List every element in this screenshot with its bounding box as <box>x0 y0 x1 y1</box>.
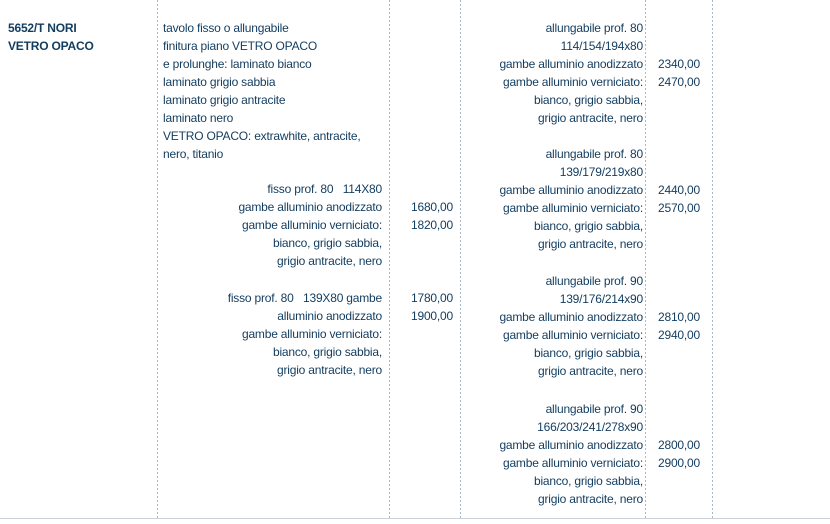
text-line: grigio antracite, nero <box>538 111 643 125</box>
variant-extendable-90-139-lines <box>463 272 643 380</box>
variant-extendable-80-139-prices <box>643 181 700 217</box>
text-line: gambe alluminio anodizzato <box>499 57 643 71</box>
text-line: 2470,00 <box>658 75 700 89</box>
text-line: 2340,00 <box>658 57 700 71</box>
text-line: gambe alluminio verniciato: <box>241 327 382 341</box>
column-divider-2 <box>389 0 390 518</box>
text-line: gambe alluminio anodizzato <box>499 438 643 452</box>
variant-fixed-114x80-lines <box>163 180 382 270</box>
text-line: 2440,00 <box>658 183 700 197</box>
text-line: 2800,00 <box>658 438 700 452</box>
text-line: grigio antracite, nero <box>538 492 643 506</box>
text-line: grigio antracite, nero <box>538 364 643 378</box>
column-divider-3 <box>460 0 461 518</box>
text-line: grigio antracite, nero <box>277 363 382 377</box>
text-line: grigio antracite, nero <box>538 237 643 251</box>
variant-fixed-114x80-prices <box>393 198 453 234</box>
text-line: e prolunghe: laminato bianco <box>163 57 312 71</box>
text-line: 114/154/194x80 <box>560 39 643 53</box>
text-line: gambe alluminio anodizzato <box>499 183 643 197</box>
text-line: 2900,00 <box>658 456 700 470</box>
variant-fixed-139x80-prices <box>393 289 453 325</box>
text-line: grigio antracite, nero <box>277 254 382 268</box>
text-line: gambe alluminio verniciato: <box>502 328 643 342</box>
variant-extendable-90-166-prices <box>643 436 700 472</box>
text-line: laminato nero <box>163 111 234 125</box>
text-line: fisso prof. 80 139X80 gambe <box>227 291 382 305</box>
text-line: 2940,00 <box>658 328 700 342</box>
text-line: gambe alluminio anodizzato <box>499 310 643 324</box>
text-line: allungabile prof. 80 <box>545 147 643 161</box>
text-line: gambe alluminio anodizzato <box>238 200 382 214</box>
text-line: VETRO OPACO: extrawhite, antracite, <box>163 129 361 143</box>
variant-extendable-90-139-prices <box>643 308 700 344</box>
text-line: allungabile prof. 90 <box>545 274 643 288</box>
text-line: tavolo fisso o allungabile <box>163 21 289 35</box>
text-line: 1780,00 <box>411 291 453 305</box>
text-line: gambe alluminio verniciato: <box>241 218 382 232</box>
text-line: bianco, grigio sabbia, <box>533 93 643 107</box>
text-line: bianco, grigio sabbia, <box>533 219 643 233</box>
text-line: VETRO OPACO <box>8 39 94 53</box>
text-line: nero, titanio <box>163 147 224 161</box>
text-line: laminato grigio antracite <box>163 93 286 107</box>
text-line: alluminio anodizzato <box>277 309 382 323</box>
text-line: 5652/T NORI <box>8 21 77 35</box>
text-line: 2570,00 <box>658 201 700 215</box>
product-description <box>163 19 383 163</box>
text-line: 1820,00 <box>411 218 453 232</box>
bottom-rule <box>0 518 830 519</box>
text-line: gambe alluminio verniciato: <box>502 201 643 215</box>
variant-extendable-80-139-lines <box>463 145 643 253</box>
text-line: bianco, grigio sabbia, <box>272 236 382 250</box>
column-divider-5 <box>712 0 713 518</box>
text-line: fisso prof. 80 114X80 <box>267 182 382 196</box>
text-line: gambe alluminio verniciato: <box>502 75 643 89</box>
product-code <box>8 19 153 55</box>
text-line: bianco, grigio sabbia, <box>533 474 643 488</box>
column-divider-1 <box>157 0 158 518</box>
text-line: allungabile prof. 80 <box>545 21 643 35</box>
text-line: finitura piano VETRO OPACO <box>163 39 317 53</box>
text-line: 1900,00 <box>411 309 453 323</box>
variant-extendable-80-114-prices <box>643 55 700 91</box>
text-line: allungabile prof. 90 <box>545 402 643 416</box>
variant-extendable-90-166-lines <box>463 400 643 508</box>
text-line: gambe alluminio verniciato: <box>502 456 643 470</box>
text-line: bianco, grigio sabbia, <box>272 345 382 359</box>
text-line: 1680,00 <box>411 200 453 214</box>
text-line: laminato grigio sabbia <box>163 75 276 89</box>
variant-extendable-80-114-lines <box>463 19 643 127</box>
text-line: 139/179/219x80 <box>559 165 643 179</box>
text-line: bianco, grigio sabbia, <box>533 346 643 360</box>
variant-fixed-139x80-lines <box>163 289 382 379</box>
text-line: 166/203/241/278x90 <box>537 420 643 434</box>
text-line: 139/176/214x90 <box>559 292 643 306</box>
text-line: 2810,00 <box>658 310 700 324</box>
